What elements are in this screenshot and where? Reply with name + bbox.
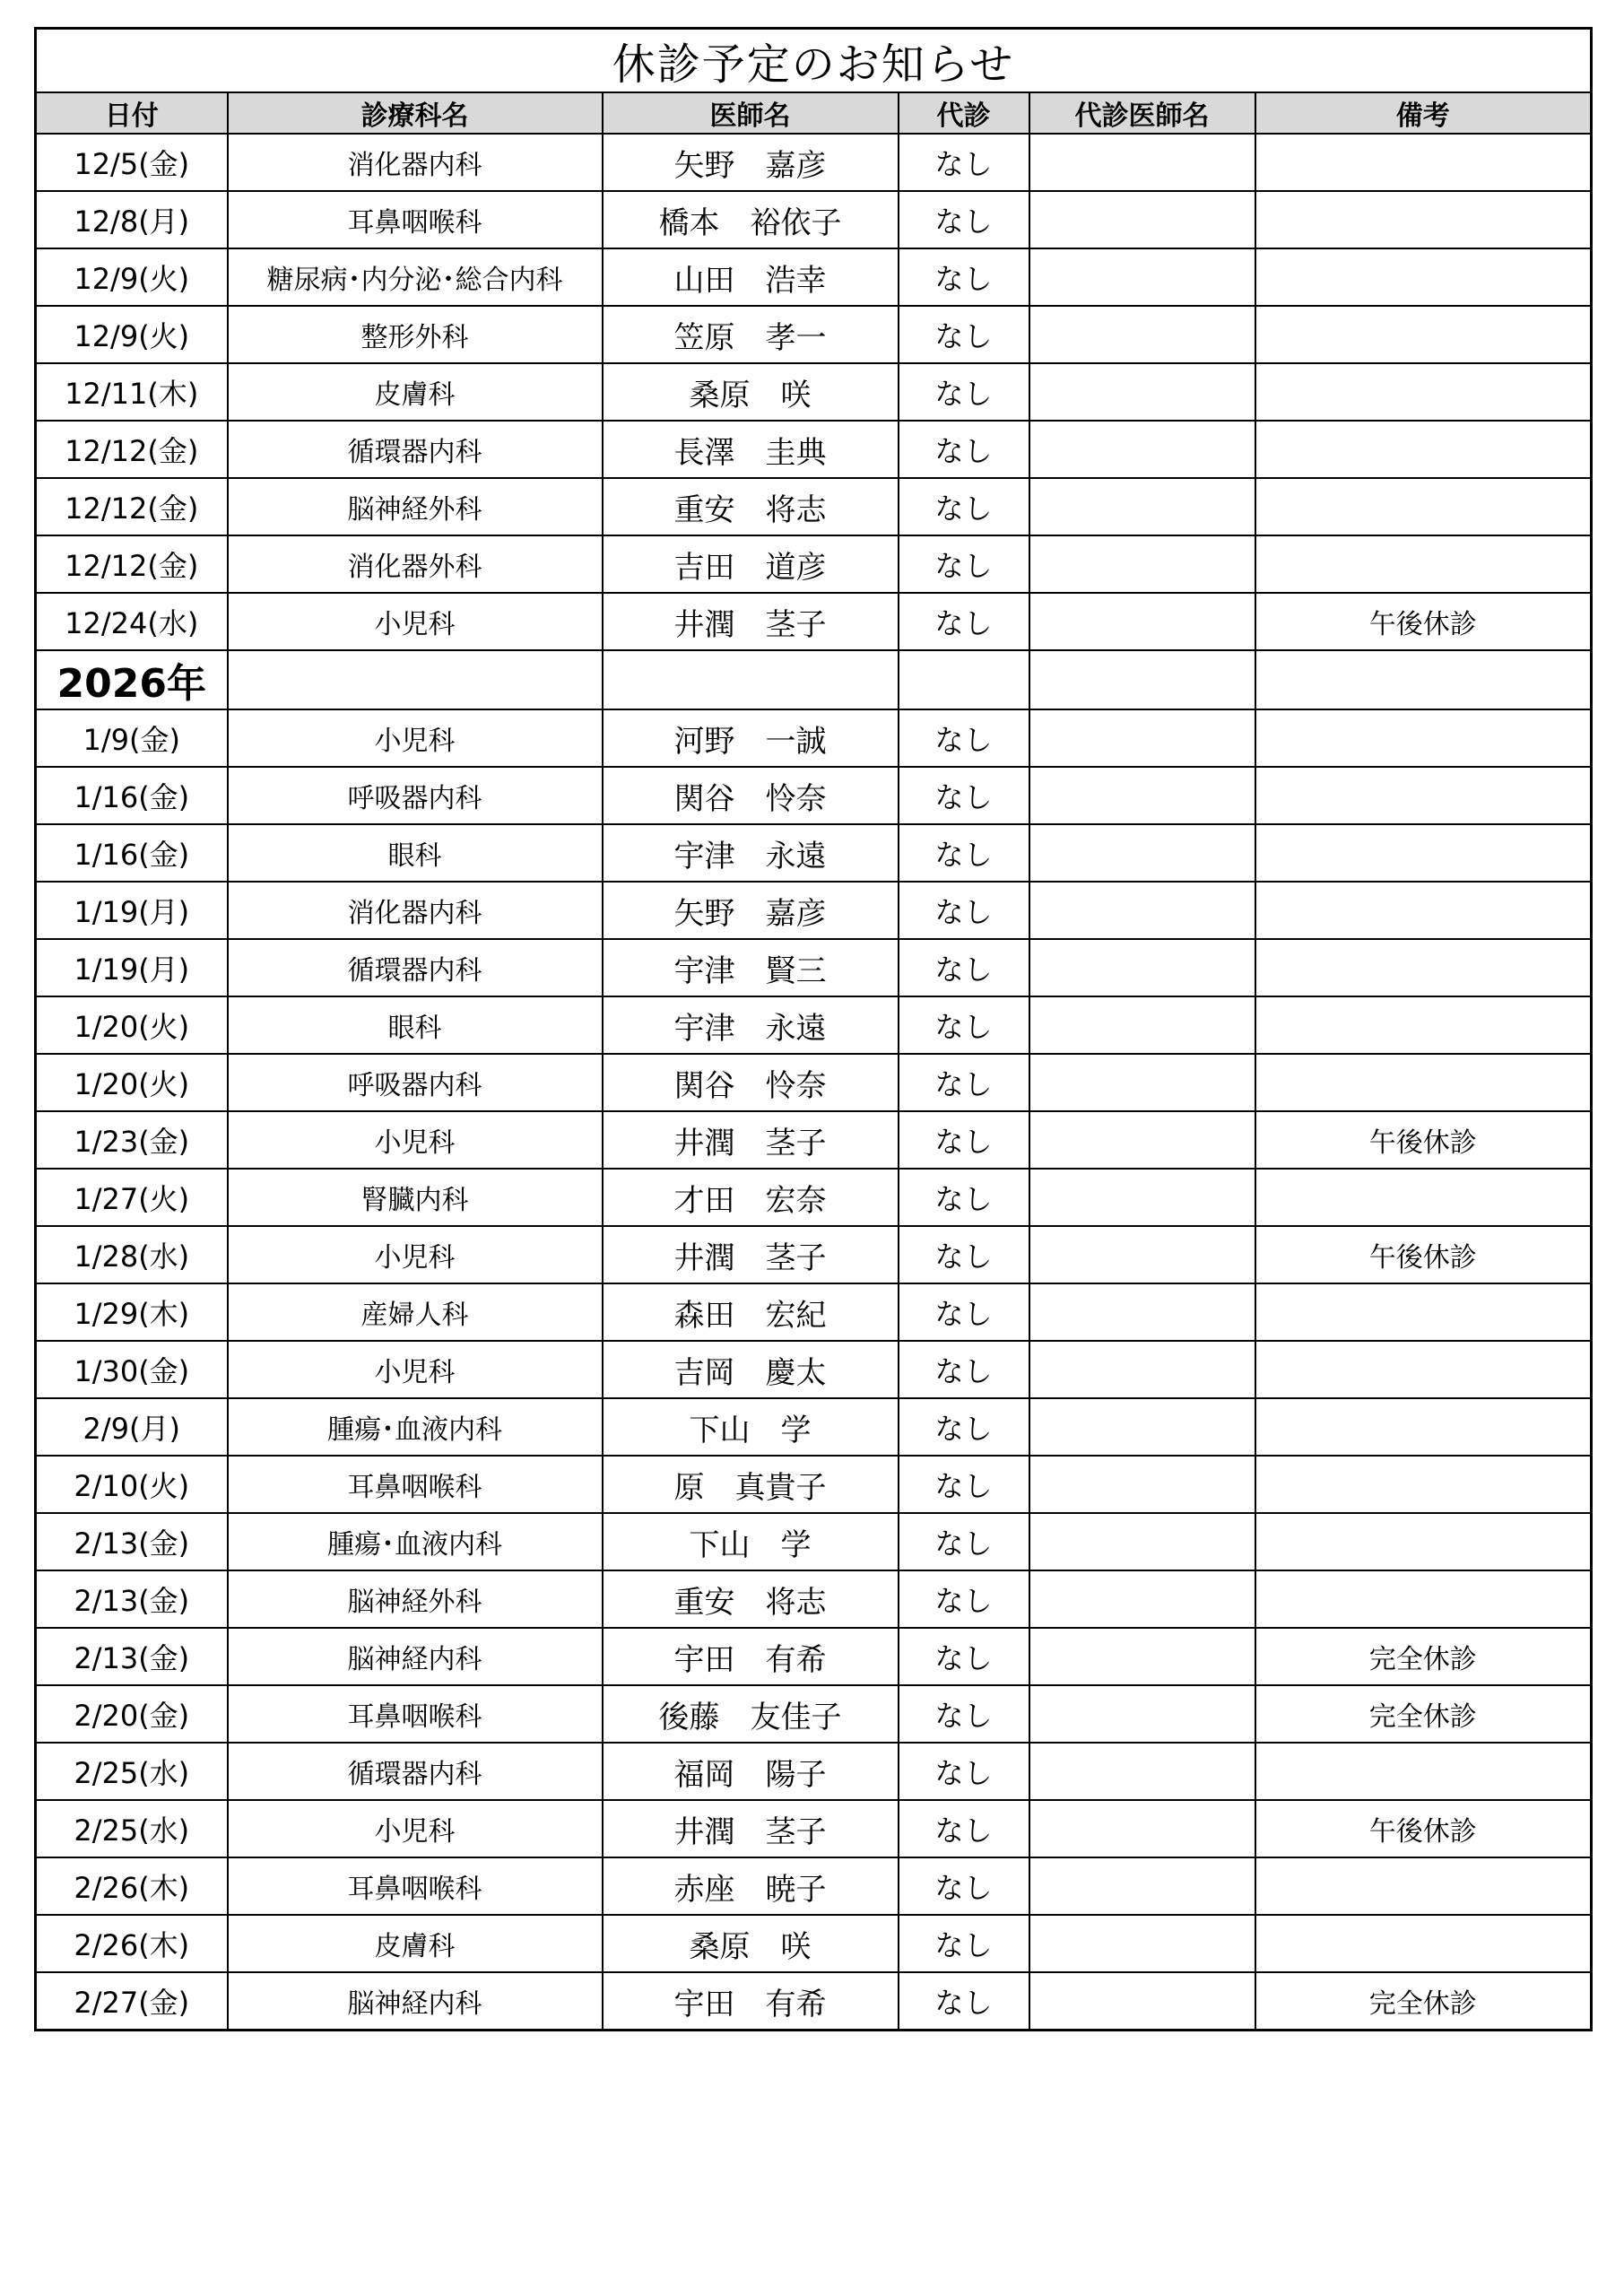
department-cell: 腫瘍･血液内科 xyxy=(228,1513,603,1570)
substitute-doctor-cell xyxy=(1029,1800,1255,1857)
doctor-cell: 宇津 賢三 xyxy=(603,939,899,996)
doctor-cell: 重安 将志 xyxy=(603,1570,899,1628)
doctor-cell: 原 真貴子 xyxy=(603,1456,899,1513)
date-cell: 2/10(火) xyxy=(36,1456,228,1513)
remarks-cell xyxy=(1255,767,1592,824)
date-cell: 12/9(火) xyxy=(36,248,228,306)
table-row xyxy=(36,1915,1592,1972)
table-row xyxy=(36,1341,1592,1398)
doctor-cell: 山田 浩幸 xyxy=(603,248,899,306)
header-substitute: 代診 xyxy=(899,92,1029,134)
remarks-cell xyxy=(1255,1513,1592,1570)
closure-schedule-table xyxy=(34,27,1593,2031)
remarks-cell xyxy=(1255,1743,1592,1800)
date-cell: 12/11(木) xyxy=(36,363,228,421)
doctor-cell: 井潤 茎子 xyxy=(603,1800,899,1857)
substitute-doctor-cell xyxy=(1029,939,1255,996)
table-row xyxy=(36,134,1592,191)
header-remarks: 備考 xyxy=(1255,92,1592,134)
header-row xyxy=(36,92,1592,134)
table-row xyxy=(36,1456,1592,1513)
empty-cell xyxy=(603,650,899,709)
doctor-cell: 井潤 茎子 xyxy=(603,593,899,650)
table-row xyxy=(36,1743,1592,1800)
substitute-cell: なし xyxy=(899,1456,1029,1513)
substitute-doctor-cell xyxy=(1029,306,1255,363)
substitute-doctor-cell xyxy=(1029,1570,1255,1628)
substitute-cell: なし xyxy=(899,1054,1029,1111)
doctor-cell: 下山 学 xyxy=(603,1398,899,1456)
date-cell: 2/13(金) xyxy=(36,1570,228,1628)
substitute-doctor-cell xyxy=(1029,996,1255,1054)
department-cell: 小児科 xyxy=(228,709,603,767)
substitute-cell: なし xyxy=(899,882,1029,939)
substitute-cell: なし xyxy=(899,593,1029,650)
substitute-cell: なし xyxy=(899,1226,1029,1283)
substitute-doctor-cell xyxy=(1029,1915,1255,1972)
substitute-cell: なし xyxy=(899,939,1029,996)
year-separator-row xyxy=(36,650,1592,709)
substitute-cell: なし xyxy=(899,134,1029,191)
date-cell: 2/13(金) xyxy=(36,1513,228,1570)
table-row xyxy=(36,939,1592,996)
department-cell: 脳神経外科 xyxy=(228,478,603,535)
department-cell: 消化器外科 xyxy=(228,535,603,593)
substitute-doctor-cell xyxy=(1029,1743,1255,1800)
remarks-cell xyxy=(1255,1054,1592,1111)
substitute-cell: なし xyxy=(899,363,1029,421)
doctor-cell: 井潤 茎子 xyxy=(603,1226,899,1283)
date-cell: 1/19(月) xyxy=(36,939,228,996)
substitute-cell: なし xyxy=(899,996,1029,1054)
doctor-cell: 宇田 有希 xyxy=(603,1972,899,2031)
substitute-doctor-cell xyxy=(1029,1456,1255,1513)
substitute-doctor-cell xyxy=(1029,248,1255,306)
substitute-doctor-cell xyxy=(1029,1685,1255,1743)
substitute-doctor-cell xyxy=(1029,1857,1255,1915)
remarks-cell: 午後休診 xyxy=(1255,593,1592,650)
remarks-cell: 完全休診 xyxy=(1255,1628,1592,1685)
doctor-cell: 宇津 永遠 xyxy=(603,824,899,882)
substitute-doctor-cell xyxy=(1029,1398,1255,1456)
substitute-cell: なし xyxy=(899,1570,1029,1628)
department-cell: 耳鼻咽喉科 xyxy=(228,1456,603,1513)
table-row xyxy=(36,1800,1592,1857)
substitute-cell: なし xyxy=(899,1283,1029,1341)
substitute-cell: なし xyxy=(899,191,1029,248)
table-row xyxy=(36,1972,1592,2031)
substitute-doctor-cell xyxy=(1029,421,1255,478)
date-cell: 1/20(火) xyxy=(36,996,228,1054)
doctor-cell: 長澤 圭典 xyxy=(603,421,899,478)
department-cell: 脳神経内科 xyxy=(228,1628,603,1685)
doctor-cell: 笠原 孝一 xyxy=(603,306,899,363)
department-cell: 整形外科 xyxy=(228,306,603,363)
remarks-cell xyxy=(1255,1570,1592,1628)
doctor-cell: 桑原 咲 xyxy=(603,363,899,421)
remarks-cell xyxy=(1255,1341,1592,1398)
department-cell: 小児科 xyxy=(228,593,603,650)
remarks-cell xyxy=(1255,306,1592,363)
table-row xyxy=(36,535,1592,593)
date-cell: 2/13(金) xyxy=(36,1628,228,1685)
title-row xyxy=(36,29,1592,93)
header-substitute-doctor: 代診医師名 xyxy=(1029,92,1255,134)
doctor-cell: 下山 学 xyxy=(603,1513,899,1570)
date-cell: 12/12(金) xyxy=(36,535,228,593)
doctor-cell: 重安 将志 xyxy=(603,478,899,535)
table-row xyxy=(36,1513,1592,1570)
doctor-cell: 関谷 怜奈 xyxy=(603,1054,899,1111)
substitute-cell: なし xyxy=(899,767,1029,824)
substitute-doctor-cell xyxy=(1029,1169,1255,1226)
remarks-cell xyxy=(1255,996,1592,1054)
remarks-cell: 午後休診 xyxy=(1255,1800,1592,1857)
substitute-doctor-cell xyxy=(1029,478,1255,535)
notice-title: 休診予定のお知らせ xyxy=(36,29,1592,93)
doctor-cell: 吉田 道彦 xyxy=(603,535,899,593)
substitute-cell: なし xyxy=(899,1341,1029,1398)
date-cell: 2/25(水) xyxy=(36,1743,228,1800)
substitute-doctor-cell xyxy=(1029,1054,1255,1111)
remarks-cell xyxy=(1255,248,1592,306)
remarks-cell xyxy=(1255,709,1592,767)
date-cell: 1/27(火) xyxy=(36,1169,228,1226)
substitute-doctor-cell xyxy=(1029,1628,1255,1685)
substitute-doctor-cell xyxy=(1029,535,1255,593)
department-cell: 消化器内科 xyxy=(228,134,603,191)
table-row xyxy=(36,1283,1592,1341)
substitute-cell: なし xyxy=(899,824,1029,882)
table-row xyxy=(36,1226,1592,1283)
substitute-doctor-cell xyxy=(1029,363,1255,421)
substitute-cell: なし xyxy=(899,1743,1029,1800)
table-row xyxy=(36,824,1592,882)
doctor-cell: 才田 宏奈 xyxy=(603,1169,899,1226)
table-row xyxy=(36,363,1592,421)
table-row xyxy=(36,1111,1592,1169)
table-row xyxy=(36,767,1592,824)
substitute-doctor-cell xyxy=(1029,767,1255,824)
date-cell: 2/20(金) xyxy=(36,1685,228,1743)
doctor-cell: 関谷 怜奈 xyxy=(603,767,899,824)
header-doctor: 医師名 xyxy=(603,92,899,134)
substitute-cell: なし xyxy=(899,306,1029,363)
department-cell: 耳鼻咽喉科 xyxy=(228,1857,603,1915)
substitute-doctor-cell xyxy=(1029,882,1255,939)
table-row xyxy=(36,478,1592,535)
header-date: 日付 xyxy=(36,92,228,134)
department-cell: 腫瘍･血液内科 xyxy=(228,1398,603,1456)
remarks-cell xyxy=(1255,535,1592,593)
doctor-cell: 吉岡 慶太 xyxy=(603,1341,899,1398)
department-cell: 呼吸器内科 xyxy=(228,767,603,824)
date-cell: 1/16(金) xyxy=(36,767,228,824)
date-cell: 12/9(火) xyxy=(36,306,228,363)
substitute-cell: なし xyxy=(899,1169,1029,1226)
empty-cell xyxy=(228,650,603,709)
department-cell: 耳鼻咽喉科 xyxy=(228,1685,603,1743)
header-department: 診療科名 xyxy=(228,92,603,134)
substitute-doctor-cell xyxy=(1029,593,1255,650)
doctor-cell: 井潤 茎子 xyxy=(603,1111,899,1169)
substitute-cell: なし xyxy=(899,1857,1029,1915)
table-row xyxy=(36,1054,1592,1111)
doctor-cell: 赤座 暁子 xyxy=(603,1857,899,1915)
department-cell: 脳神経外科 xyxy=(228,1570,603,1628)
empty-cell xyxy=(1255,650,1592,709)
substitute-cell: なし xyxy=(899,478,1029,535)
remarks-cell: 完全休診 xyxy=(1255,1972,1592,2031)
department-cell: 産婦人科 xyxy=(228,1283,603,1341)
date-cell: 12/5(金) xyxy=(36,134,228,191)
doctor-cell: 河野 一誠 xyxy=(603,709,899,767)
remarks-cell xyxy=(1255,478,1592,535)
year-label: 2026年 xyxy=(36,650,228,709)
date-cell: 2/26(木) xyxy=(36,1915,228,1972)
substitute-doctor-cell xyxy=(1029,1972,1255,2031)
date-cell: 1/23(金) xyxy=(36,1111,228,1169)
substitute-cell: なし xyxy=(899,709,1029,767)
department-cell: 脳神経内科 xyxy=(228,1972,603,2031)
date-cell: 1/9(金) xyxy=(36,709,228,767)
table-row xyxy=(36,421,1592,478)
department-cell: 循環器内科 xyxy=(228,421,603,478)
department-cell: 小児科 xyxy=(228,1226,603,1283)
remarks-cell xyxy=(1255,134,1592,191)
date-cell: 2/27(金) xyxy=(36,1972,228,2031)
doctor-cell: 森田 宏紀 xyxy=(603,1283,899,1341)
remarks-cell xyxy=(1255,824,1592,882)
table-row xyxy=(36,1570,1592,1628)
department-cell: 呼吸器内科 xyxy=(228,1054,603,1111)
date-cell: 2/9(月) xyxy=(36,1398,228,1456)
doctor-cell: 矢野 嘉彦 xyxy=(603,134,899,191)
substitute-cell: なし xyxy=(899,1915,1029,1972)
department-cell: 腎臓内科 xyxy=(228,1169,603,1226)
date-cell: 1/20(火) xyxy=(36,1054,228,1111)
department-cell: 糖尿病･内分泌･総合内科 xyxy=(228,248,603,306)
table-row xyxy=(36,306,1592,363)
table-row xyxy=(36,1628,1592,1685)
table-row xyxy=(36,996,1592,1054)
date-cell: 1/19(月) xyxy=(36,882,228,939)
substitute-doctor-cell xyxy=(1029,1283,1255,1341)
empty-cell xyxy=(1029,650,1255,709)
remarks-cell: 午後休診 xyxy=(1255,1226,1592,1283)
substitute-cell: なし xyxy=(899,1398,1029,1456)
remarks-cell xyxy=(1255,421,1592,478)
table-row xyxy=(36,1857,1592,1915)
doctor-cell: 福岡 陽子 xyxy=(603,1743,899,1800)
substitute-cell: なし xyxy=(899,248,1029,306)
table-row xyxy=(36,248,1592,306)
date-cell: 12/12(金) xyxy=(36,478,228,535)
department-cell: 循環器内科 xyxy=(228,1743,603,1800)
table-row xyxy=(36,1169,1592,1226)
doctor-cell: 桑原 咲 xyxy=(603,1915,899,1972)
doctor-cell: 宇田 有希 xyxy=(603,1628,899,1685)
doctor-cell: 宇津 永遠 xyxy=(603,996,899,1054)
substitute-cell: なし xyxy=(899,1111,1029,1169)
substitute-cell: なし xyxy=(899,1972,1029,2031)
doctor-cell: 橋本 裕依子 xyxy=(603,191,899,248)
substitute-doctor-cell xyxy=(1029,1513,1255,1570)
date-cell: 1/29(木) xyxy=(36,1283,228,1341)
department-cell: 小児科 xyxy=(228,1111,603,1169)
remarks-cell xyxy=(1255,1857,1592,1915)
remarks-cell xyxy=(1255,1915,1592,1972)
doctor-cell: 後藤 友佳子 xyxy=(603,1685,899,1743)
date-cell: 1/28(水) xyxy=(36,1226,228,1283)
department-cell: 小児科 xyxy=(228,1800,603,1857)
department-cell: 小児科 xyxy=(228,1341,603,1398)
substitute-doctor-cell xyxy=(1029,134,1255,191)
substitute-doctor-cell xyxy=(1029,709,1255,767)
department-cell: 皮膚科 xyxy=(228,1915,603,1972)
substitute-cell: なし xyxy=(899,1800,1029,1857)
table-row xyxy=(36,191,1592,248)
remarks-cell xyxy=(1255,939,1592,996)
date-cell: 1/30(金) xyxy=(36,1341,228,1398)
remarks-cell xyxy=(1255,882,1592,939)
remarks-cell xyxy=(1255,363,1592,421)
date-cell: 2/25(水) xyxy=(36,1800,228,1857)
date-cell: 12/12(金) xyxy=(36,421,228,478)
department-cell: 循環器内科 xyxy=(228,939,603,996)
substitute-doctor-cell xyxy=(1029,1341,1255,1398)
substitute-doctor-cell xyxy=(1029,1226,1255,1283)
substitute-cell: なし xyxy=(899,1685,1029,1743)
table-row xyxy=(36,1398,1592,1456)
department-cell: 消化器内科 xyxy=(228,882,603,939)
substitute-cell: なし xyxy=(899,1513,1029,1570)
table-row xyxy=(36,593,1592,650)
department-cell: 耳鼻咽喉科 xyxy=(228,191,603,248)
remarks-cell: 完全休診 xyxy=(1255,1685,1592,1743)
substitute-doctor-cell xyxy=(1029,191,1255,248)
department-cell: 眼科 xyxy=(228,996,603,1054)
remarks-cell xyxy=(1255,191,1592,248)
table-row xyxy=(36,709,1592,767)
remarks-cell xyxy=(1255,1456,1592,1513)
substitute-cell: なし xyxy=(899,1628,1029,1685)
table-row xyxy=(36,882,1592,939)
remarks-cell xyxy=(1255,1398,1592,1456)
date-cell: 12/24(水) xyxy=(36,593,228,650)
doctor-cell: 矢野 嘉彦 xyxy=(603,882,899,939)
remarks-cell xyxy=(1255,1283,1592,1341)
substitute-doctor-cell xyxy=(1029,824,1255,882)
remarks-cell: 午後休診 xyxy=(1255,1111,1592,1169)
department-cell: 皮膚科 xyxy=(228,363,603,421)
date-cell: 1/16(金) xyxy=(36,824,228,882)
remarks-cell xyxy=(1255,1169,1592,1226)
date-cell: 2/26(木) xyxy=(36,1857,228,1915)
substitute-cell: なし xyxy=(899,421,1029,478)
empty-cell xyxy=(899,650,1029,709)
substitute-doctor-cell xyxy=(1029,1111,1255,1169)
department-cell: 眼科 xyxy=(228,824,603,882)
table-row xyxy=(36,1685,1592,1743)
date-cell: 12/8(月) xyxy=(36,191,228,248)
substitute-cell: なし xyxy=(899,535,1029,593)
